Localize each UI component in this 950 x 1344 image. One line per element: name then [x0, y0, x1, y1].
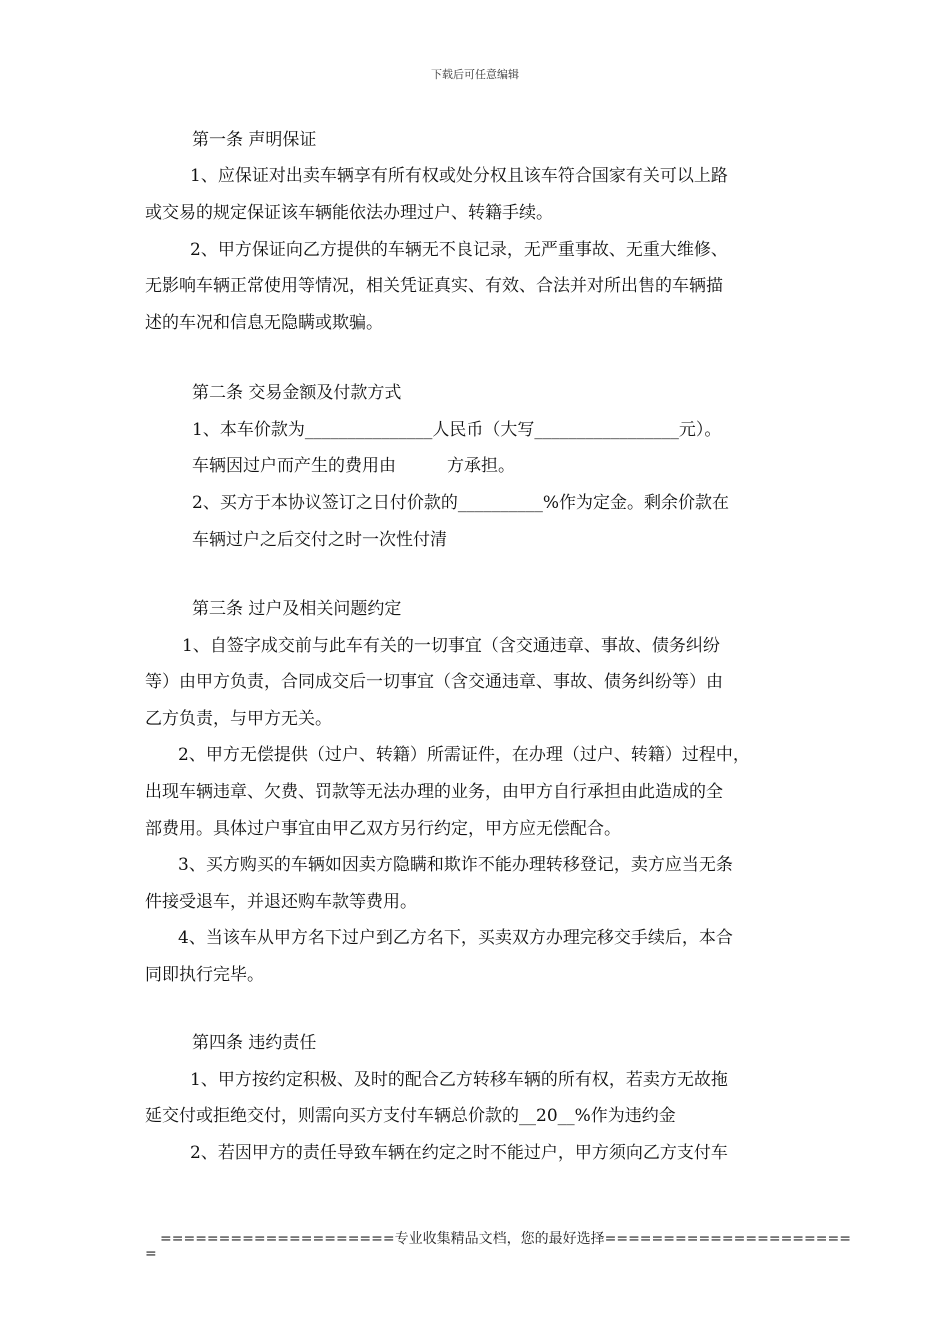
paragraph-line: 车辆因过户而产生的费用由 方承担。	[192, 456, 515, 476]
paragraph-line: 延交付或拒绝交付，则需向买方支付车辆总价款的__20__%作为违约金	[145, 1106, 676, 1126]
paragraph-line: 件接受退车，并退还购车款等费用。	[145, 892, 417, 912]
paragraph-line: 2、甲方无偿提供（过户、转籍）所需证件，在办理（过户、转籍）过程中，	[178, 745, 750, 765]
paragraph-line: 1、甲方按约定积极、及时的配合乙方转移车辆的所有权，若卖方无故拖	[190, 1070, 728, 1090]
paragraph-line: 3、买方购买的车辆如因卖方隐瞒和欺诈不能办理转移登记，卖方应当无条	[178, 855, 733, 875]
paragraph-line: 2、甲方保证向乙方提供的车辆无不良记录，无严重事故、无重大维修、	[190, 240, 728, 260]
paragraph-line: 无影响车辆正常使用等情况，相关凭证真实、有效、合法并对所出售的车辆描	[145, 276, 723, 296]
page-header: 下载后可任意编辑	[431, 68, 519, 81]
section-3-title: 第三条 过户及相关问题约定	[192, 599, 402, 619]
section-1-title: 第一条 声明保证	[192, 130, 317, 150]
paragraph-line: 述的车况和信息无隐瞒或欺骗。	[145, 313, 383, 333]
paragraph-line: 或交易的规定保证该车辆能依法办理过户、转籍手续。	[145, 203, 553, 223]
paragraph-line: 等）由甲方负责，合同成交后一切事宜（含交通违章、事故、债务纠纷等）由	[145, 672, 723, 692]
paragraph-line: 1、应保证对出卖车辆享有所有权或处分权且该车符合国家有关可以上路	[190, 166, 728, 186]
paragraph-line: 1、自签字成交前与此车有关的一切事宜（含交通违章、事故、债务纠纷	[182, 636, 720, 656]
section-2-title: 第二条 交易金额及付款方式	[192, 383, 402, 403]
paragraph-line: 4、当该车从甲方名下过户到乙方名下，买卖双方办理完移交手续后，本合	[178, 928, 733, 948]
paragraph-line: 车辆过户之后交付之时一次性付清	[192, 530, 447, 550]
paragraph-line: 2、买方于本协议签订之日付价款的__________%作为定金。剩余价款在	[192, 493, 729, 513]
paragraph-line: 乙方负责，与甲方无关。	[145, 709, 332, 729]
paragraph-line: 部费用。具体过户事宜由甲乙双方另行约定，甲方应无偿配合。	[145, 819, 621, 839]
paragraph-line: 2、若因甲方的责任导致车辆在约定之时不能过户，甲方须向乙方支付车	[190, 1143, 728, 1163]
paragraph-line: 出现车辆违章、欠费、罚款等无法办理的业务，由甲方自行承担由此造成的全	[145, 782, 723, 802]
paragraph-line: 同即执行完毕。	[145, 965, 264, 985]
page-footer-tail: =	[145, 1246, 157, 1262]
paragraph-line: 1、本车价款为_______________人民币（大写_________________元）。	[192, 420, 722, 440]
page-footer: ====================专业收集精品文档，您的最好选择=====================	[160, 1231, 851, 1247]
section-4-title: 第四条 违约责任	[192, 1033, 317, 1053]
